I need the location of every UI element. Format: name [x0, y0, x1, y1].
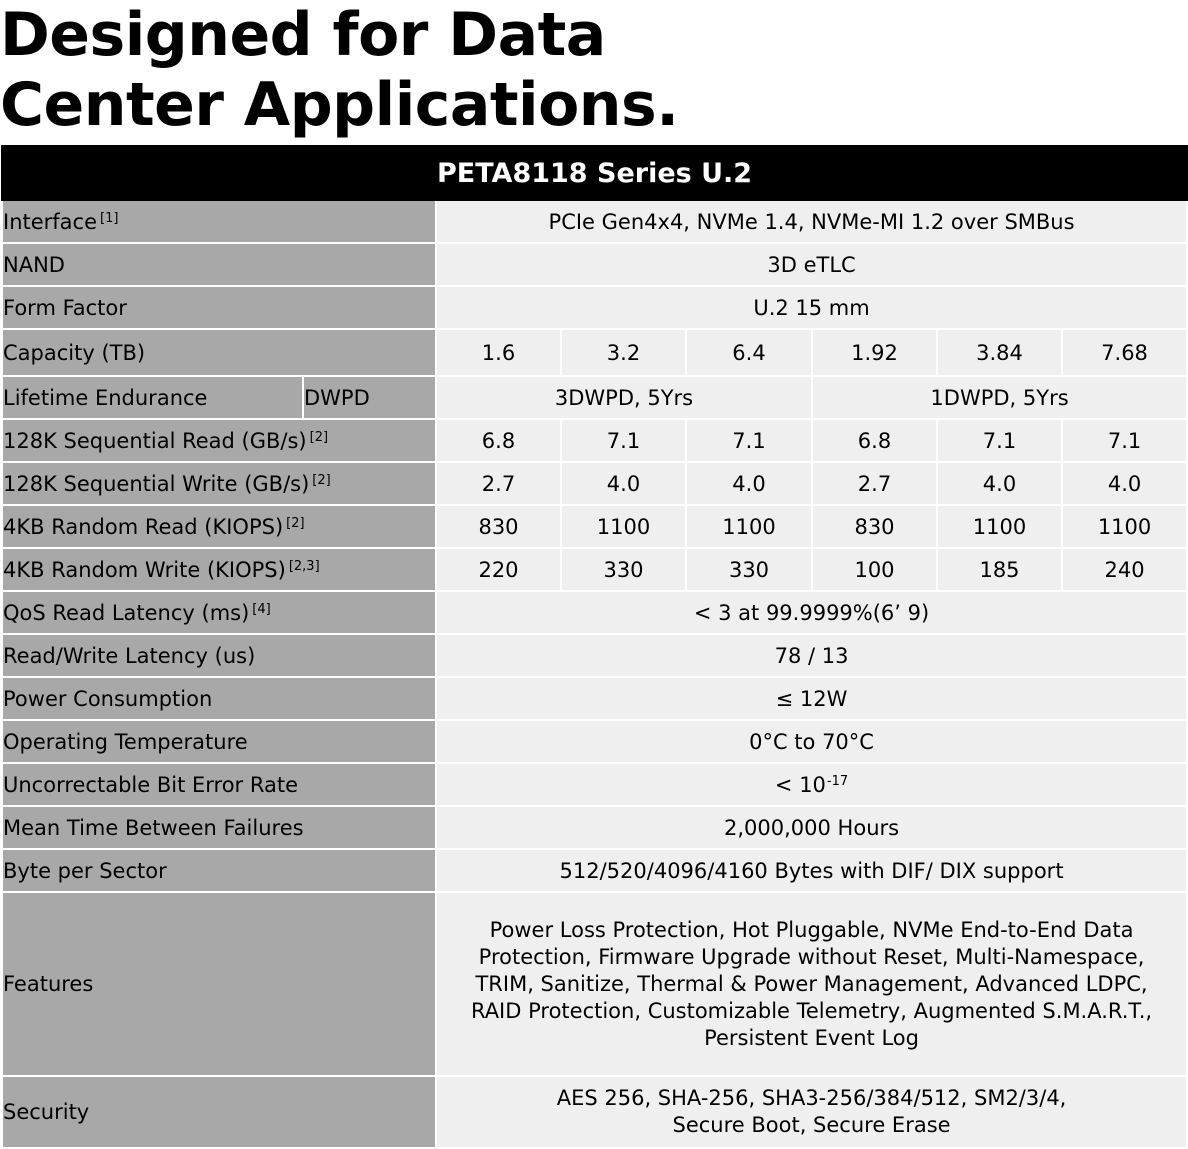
heading-line-1: Designed for Data	[0, 0, 606, 70]
row-label: Uncorrectable Bit Error Rate	[2, 763, 436, 806]
cell-value: 4.0	[937, 462, 1062, 505]
cell-value: 2.7	[812, 462, 937, 505]
row-value: 2,000,000 Hours	[436, 806, 1187, 849]
page-heading	[0, 0, 679, 140]
row-label	[2, 591, 436, 634]
row-label	[2, 505, 436, 548]
cell-value: 6.8	[812, 419, 937, 462]
cell-value: 2.7	[436, 462, 561, 505]
security-text: AES 256, SHA-256, SHA3-256/384/512, SM2/3/4, Secure Boot, Secure Erase	[556, 1086, 1067, 1137]
row-value: < 3 at 99.9999%(6’ 9)	[436, 591, 1187, 634]
row-label: Form Factor	[2, 286, 436, 329]
row-value: ≤ 12W	[436, 677, 1187, 720]
row-label: Features	[2, 892, 436, 1076]
cell-value: 6.4	[686, 329, 812, 376]
table-row	[2, 720, 1187, 763]
cell-value: 7.68	[1062, 329, 1187, 376]
row-label-text: QoS Read Latency (ms)	[3, 600, 250, 625]
row-label-text: 128K Sequential Write (GB/s)	[3, 471, 310, 496]
row-label	[2, 200, 436, 243]
cell-value: 830	[812, 505, 937, 548]
table-row	[2, 634, 1187, 677]
cell-value: 830	[436, 505, 561, 548]
row-label: Byte per Sector	[2, 849, 436, 892]
table-row	[2, 505, 1187, 548]
features-text: Power Loss Protection, Hot Pluggable, NVMe End-to-End Data Protection, Firmware Upgrade without Reset, Multi-Namespace, TRIM, Sanitize, Thermal & Power Management, Advanced LDPC, RAID Protection, Customizable Telemetry, Augmented S.M.A.R.T., Persistent Event Log	[470, 917, 1153, 1050]
cell-value: 240	[1062, 548, 1187, 591]
spec-table	[1, 145, 1188, 1149]
cell-value: 7.1	[561, 419, 686, 462]
table-row	[2, 849, 1187, 892]
cell-value: 1100	[561, 505, 686, 548]
heading-line-2: Center Applications.	[0, 70, 679, 140]
row-label: Power Consumption	[2, 677, 436, 720]
footnote-ref: [2,3]	[288, 558, 320, 574]
row-label: Mean Time Between Failures	[2, 806, 436, 849]
row-label: Operating Temperature	[2, 720, 436, 763]
row-label-text: 4KB Random Write (KIOPS)	[3, 557, 286, 582]
row-value: 0°C to 70°C	[436, 720, 1187, 763]
row-label	[2, 462, 436, 505]
row-label: Capacity (TB)	[2, 329, 436, 376]
footnote-ref: [2]	[312, 472, 331, 488]
cell-value: 330	[686, 548, 812, 591]
row-label-text: 128K Sequential Read (GB/s)	[3, 428, 307, 453]
table-row	[2, 892, 1187, 1076]
cell-value: 4.0	[561, 462, 686, 505]
table-row	[2, 677, 1187, 720]
footnote-ref: [2]	[286, 515, 305, 531]
table-row	[2, 763, 1187, 806]
table-row	[2, 243, 1187, 286]
row-sublabel: DWPD	[303, 376, 436, 419]
cell-value: 100	[812, 548, 937, 591]
row-label: Security	[2, 1076, 436, 1148]
row-value: 512/520/4096/4160 Bytes with DIF/ DIX support	[436, 849, 1187, 892]
table-row	[2, 462, 1187, 505]
table-row	[2, 548, 1187, 591]
row-label	[2, 548, 436, 591]
row-value: 3D eTLC	[436, 243, 1187, 286]
row-label: Read/Write Latency (us)	[2, 634, 436, 677]
row-label-text: 4KB Random Read (KIOPS)	[3, 514, 284, 539]
cell-value: 6.8	[436, 419, 561, 462]
cell-value: 4.0	[686, 462, 812, 505]
cell-value: 1100	[1062, 505, 1187, 548]
cell-value: 1DWPD, 5Yrs	[812, 376, 1187, 419]
row-label-text: Interface	[3, 209, 98, 234]
cell-value: 1.92	[812, 329, 937, 376]
cell-value: 1.6	[436, 329, 561, 376]
row-label	[2, 419, 436, 462]
cell-value: 1100	[937, 505, 1062, 548]
cell-value: 3.84	[937, 329, 1062, 376]
cell-value: 3DWPD, 5Yrs	[436, 376, 812, 419]
cell-value: 1100	[686, 505, 812, 548]
cell-value: 3.2	[561, 329, 686, 376]
uber-prefix: < 10	[774, 772, 826, 797]
cell-value: 7.1	[937, 419, 1062, 462]
row-label: Lifetime Endurance	[2, 376, 303, 419]
footnote-ref: [1]	[100, 210, 119, 226]
cell-value: 185	[937, 548, 1062, 591]
table-row	[2, 200, 1187, 243]
row-label: NAND	[2, 243, 436, 286]
table-title: PETA8118 Series U.2	[2, 146, 1187, 200]
cell-value: 7.1	[1062, 419, 1187, 462]
cell-value: 220	[436, 548, 561, 591]
footnote-ref: [2]	[309, 429, 329, 445]
table-row	[2, 419, 1187, 462]
row-value: U.2 15 mm	[436, 286, 1187, 329]
table-title-row	[2, 146, 1187, 200]
uber-exponent: -17	[826, 773, 849, 789]
cell-value: 330	[561, 548, 686, 591]
footnote-ref: [4]	[252, 601, 271, 617]
row-value	[436, 1076, 1187, 1148]
table-row	[2, 806, 1187, 849]
row-value	[436, 763, 1187, 806]
table-row	[2, 376, 1187, 419]
row-value: 78 / 13	[436, 634, 1187, 677]
cell-value: 4.0	[1062, 462, 1187, 505]
row-value: PCIe Gen4x4, NVMe 1.4, NVMe-MI 1.2 over SMBus	[436, 200, 1187, 243]
table-row	[2, 591, 1187, 634]
cell-value: 7.1	[686, 419, 812, 462]
table-row	[2, 329, 1187, 376]
row-value	[436, 892, 1187, 1076]
table-row	[2, 286, 1187, 329]
table-row	[2, 1076, 1187, 1148]
